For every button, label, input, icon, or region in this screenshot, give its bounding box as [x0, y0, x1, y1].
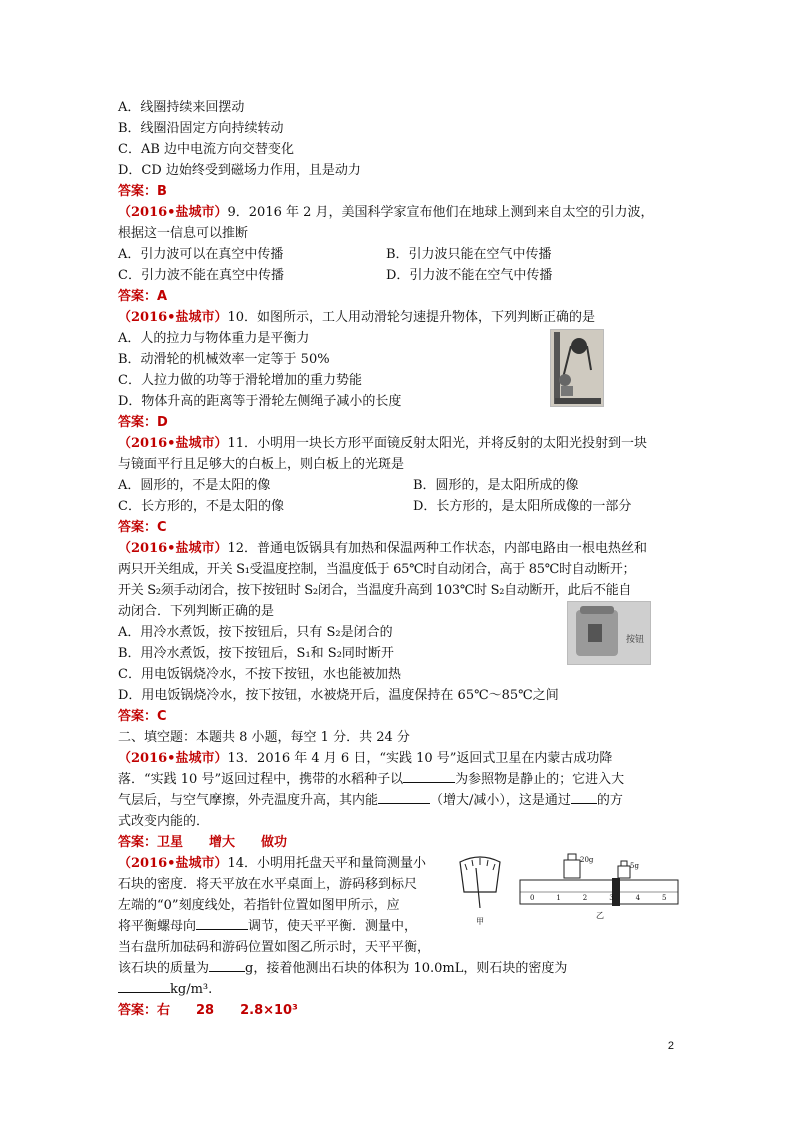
balance-illustration — [452, 848, 680, 930]
q11-stem-line2: 与镜面平行且足够大的白板上，则白板上的光斑是 — [118, 457, 405, 472]
weight-20g-label: 20g — [580, 856, 594, 864]
q14-stem-line1 — [118, 853, 426, 874]
q12-stem-line1 — [118, 538, 647, 559]
q9-option-b: B．引力波只能在空气中传播 — [386, 247, 552, 262]
q13-source: （2016•盐城市） — [118, 751, 228, 766]
q10-source: （2016•盐城市） — [118, 310, 228, 325]
q11-stem: 11．小明用一块长方形平面镜反射太阳光，并将反射的太阳光投射到一块 — [227, 436, 648, 451]
q14-stem-line3: 左端的“0”刻度线处，若指针位置如图甲所示，应 — [118, 898, 400, 913]
q10-answer: 答案：D — [118, 415, 168, 430]
q13-text: 气层后，与空气摩擦，外壳温度升高，其内能 — [118, 793, 379, 808]
figure-yi-label: 乙 — [596, 911, 604, 920]
q12-stem-line4: 动闭合．下列判断正确的是 — [118, 604, 275, 619]
q12-stem-line2: 两只开关组成，开关 S₁受温度控制，当温度低于 65℃时自动闭合，高于 85℃时自动断开； — [118, 562, 636, 577]
ruler-tick-label: 1 — [556, 894, 561, 902]
q13-blank-2 — [378, 790, 430, 804]
q13-blank-3 — [571, 790, 597, 804]
page-number: 2 — [667, 1040, 674, 1052]
q13-text: 落．“实践 10 号”返回过程中，携带的水稻种子以 — [118, 772, 404, 787]
q8-option-d: D．CD 边始终受到磁场力作用，且是动力 — [118, 163, 361, 178]
q13-text: 的方 — [596, 793, 623, 808]
q9-stem-line1 — [118, 202, 654, 223]
q12-option-d: D．用电饭锅烧冷水，按下按钮，水被烧开后，温度保持在 65℃～85℃之间 — [118, 688, 559, 703]
q14-answer: 答案：右 28 2.8×10³ — [118, 1003, 298, 1018]
q10-option-a: A．人的拉力与物体重力是平衡力 — [118, 331, 310, 346]
q9-option-c: C．引力波不能在真空中传播 — [118, 268, 284, 283]
q14-blank-2 — [209, 958, 245, 972]
q14-stem: 14．小明用托盘天平和量筒测量小 — [227, 856, 427, 871]
q14-blank-1 — [196, 916, 248, 930]
figure-jia-label: 甲 — [476, 917, 484, 926]
q12-option-c: C．用电饭锅烧冷水，不按下按钮，水也能被加热 — [118, 667, 401, 682]
q13-stem-line4: 式改变内能的． — [118, 814, 210, 829]
q11-answer: 答案：C — [118, 520, 167, 535]
q13-answer: 答案：卫星 增大 做功 — [118, 835, 288, 850]
q8-option-b: B．线圈沿固定方向持续转动 — [118, 121, 284, 136]
q12-stem: 12．普通电饭锅具有加热和保温两种工作状态，内部电路由一根电热丝和 — [227, 541, 648, 556]
q11-option-b: B．圆形的，是太阳所成的像 — [413, 478, 579, 493]
q13-stem-line3 — [118, 790, 623, 811]
q14-stem-line6 — [118, 958, 567, 979]
q9-stem-line2: 根据这一信息可以推断 — [118, 226, 249, 241]
q10-option-d: D．物体升高的距离等于滑轮左侧绳子减小的长度 — [118, 394, 402, 409]
balance-figure — [452, 848, 680, 930]
q9-answer: 答案：A — [118, 289, 168, 304]
q12-answer: 答案：C — [118, 709, 167, 724]
ruler-tick-label: 0 — [530, 894, 535, 902]
q14-stem-line4 — [118, 916, 417, 937]
q14-source: （2016•盐城市） — [118, 856, 228, 871]
q14-blank-3 — [118, 979, 170, 993]
section-2-heading: 二、填空题：本题共 8 小题，每空 1 分．共 24 分 — [118, 730, 410, 745]
q13-stem-line1 — [118, 748, 612, 769]
q11-option-a: A．圆形的，不是太阳的像 — [118, 478, 271, 493]
q10-stem-line — [118, 307, 595, 328]
q14-stem-line2: 石块的密度．将天平放在水平桌面上，游码移到标尺 — [118, 877, 418, 892]
q13-text: （增大/减小），这是通过 — [430, 793, 571, 808]
q12-stem-line3: 开关 S₂须手动闭合，按下按钮时 S₂闭合，当温度升高到 103℃时 S₂自动断开，此后不能自 — [118, 583, 632, 598]
q12-option-b: B．用冷水煮饭，按下按钮后，S₁和 S₂同时断开 — [118, 646, 394, 661]
q13-stem: 13．2016 年 4 月 6 日，“实践 10 号”返回式卫星在内蒙古成功降 — [227, 751, 613, 766]
q11-stem-line1 — [118, 433, 647, 454]
q13-text: 为参照物是静止的；它进入大 — [455, 772, 625, 787]
q13-stem-line2 — [118, 769, 624, 790]
q9-stem: 9．2016 年 2 月，美国科学家宣布他们在地球上测到来自太空的引力波， — [227, 205, 654, 220]
q14-text: kg/m³. — [170, 982, 213, 997]
q12-option-a: A．用冷水煮饭，按下按钮后，只有 S₂是闭合的 — [118, 625, 393, 640]
q9-option-a: A．引力波可以在真空中传播 — [118, 247, 284, 262]
q10-option-b: B．动滑轮的机械效率一定等于 50% — [118, 352, 330, 367]
q11-option-c: C．长方形的，不是太阳的像 — [118, 499, 284, 514]
q11-option-d: D．长方形的，是太阳所成像的一部分 — [413, 499, 632, 514]
q9-option-d: D．引力波不能在空气中传播 — [386, 268, 553, 283]
q11-source: （2016•盐城市） — [118, 436, 228, 451]
q14-text: g，接着他测出石块的体积为 10.0mL，则石块的密度为 — [245, 961, 568, 976]
ruler-tick-label: 3 — [609, 894, 614, 902]
q14-text: 调节，使天平平衡．测量中， — [248, 919, 418, 934]
ruler-tick-label: 5 — [662, 894, 667, 902]
ruler-tick-label: 2 — [582, 894, 588, 902]
q10-stem: 10．如图所示，工人用动滑轮匀速提升物体，下列判断正确的是 — [227, 310, 596, 325]
q8-answer: 答案：B — [118, 184, 167, 199]
weight-5g-label: 5g — [630, 862, 639, 870]
ruler-tick-label: 4 — [635, 894, 641, 902]
pulley-figure — [550, 329, 604, 407]
q14-stem-line5: 当右盘所加砝码和游码位置如图乙所示时，天平平衡， — [118, 940, 431, 955]
q10-option-c: C．人拉力做的功等于滑轮增加的重力势能 — [118, 373, 362, 388]
q8-option-a: A．线圈持续来回摆动 — [118, 100, 245, 115]
button-label: 按钮 — [626, 635, 645, 645]
rice-cooker-figure — [567, 601, 651, 665]
q14-text: 将平衡螺母向 — [118, 919, 197, 934]
q14-stem-line7 — [118, 979, 212, 1000]
pulley-illustration — [551, 330, 603, 406]
q12-source: （2016•盐城市） — [118, 541, 228, 556]
q14-text: 该石块的质量为 — [118, 961, 210, 976]
q13-blank-1 — [403, 769, 455, 783]
q8-option-c: C．AB 边中电流方向交替变化 — [118, 142, 295, 157]
q9-source: （2016•盐城市） — [118, 205, 228, 220]
